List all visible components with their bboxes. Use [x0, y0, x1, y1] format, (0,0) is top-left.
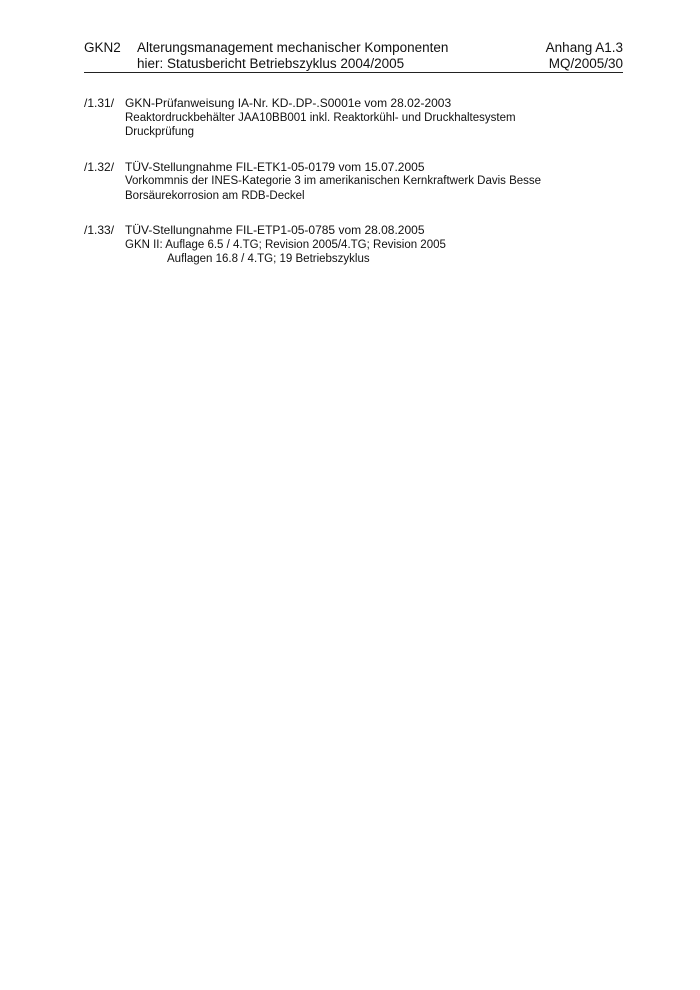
- document-title: [137, 40, 448, 72]
- document-number: MQ/2005/30: [548, 56, 623, 71]
- reference-title: TÜV-Stellungnahme FIL-ETK1-05-0179 vom 15.07.2005: [125, 159, 425, 174]
- reference-title: GKN-Prüfanweisung IA-Nr. KD-.DP-.S0001e vom 28.02-2003: [125, 96, 452, 110]
- reference-number: /1.31/: [84, 96, 115, 110]
- reference-line: Reaktordruckbehälter JAA10BB001 inkl. Reaktorkühl- und Druckhaltesystem: [125, 111, 516, 124]
- document-title-line-2: hier: Statusbericht Betriebszyklus 2004/2005: [137, 56, 405, 71]
- plant-code: GKN2: [84, 40, 121, 55]
- reference-body: [125, 160, 624, 204]
- reference-line: Druckprüfung: [125, 126, 195, 138]
- reference-body: [125, 223, 624, 267]
- annex-label: Anhang A1.3: [545, 40, 623, 55]
- reference-number: /1.32/: [84, 159, 115, 174]
- page-header: [84, 40, 623, 73]
- reference-line: Vorkommnis der INES-Kategorie 3 im amerikanischen Kernkraftwerk Davis Besse: [125, 175, 542, 187]
- reference-entry: [84, 160, 624, 204]
- reference-line: GKN II: Auflage 6.5 / 4.TG; Revision 2005/4.TG; Revision 2005: [125, 238, 446, 251]
- reference-title: TÜV-Stellungnahme FIL-ETP1-05-0785 vom 28.08.2005: [125, 223, 425, 237]
- reference-body: [125, 96, 624, 140]
- reference-number: /1.33/: [84, 223, 115, 237]
- reference-line: Borsäurekorrosion am RDB-Deckel: [125, 189, 305, 202]
- reference-list: [84, 96, 624, 287]
- reference-line: Auflagen 16.8 / 4.TG; 19 Betriebszyklus: [167, 253, 370, 265]
- document-title-line-1: Alterungsmanagement mechanischer Komponenten: [137, 40, 449, 55]
- reference-entry: [84, 96, 624, 140]
- document-reference: [546, 40, 623, 72]
- reference-entry: [84, 223, 624, 267]
